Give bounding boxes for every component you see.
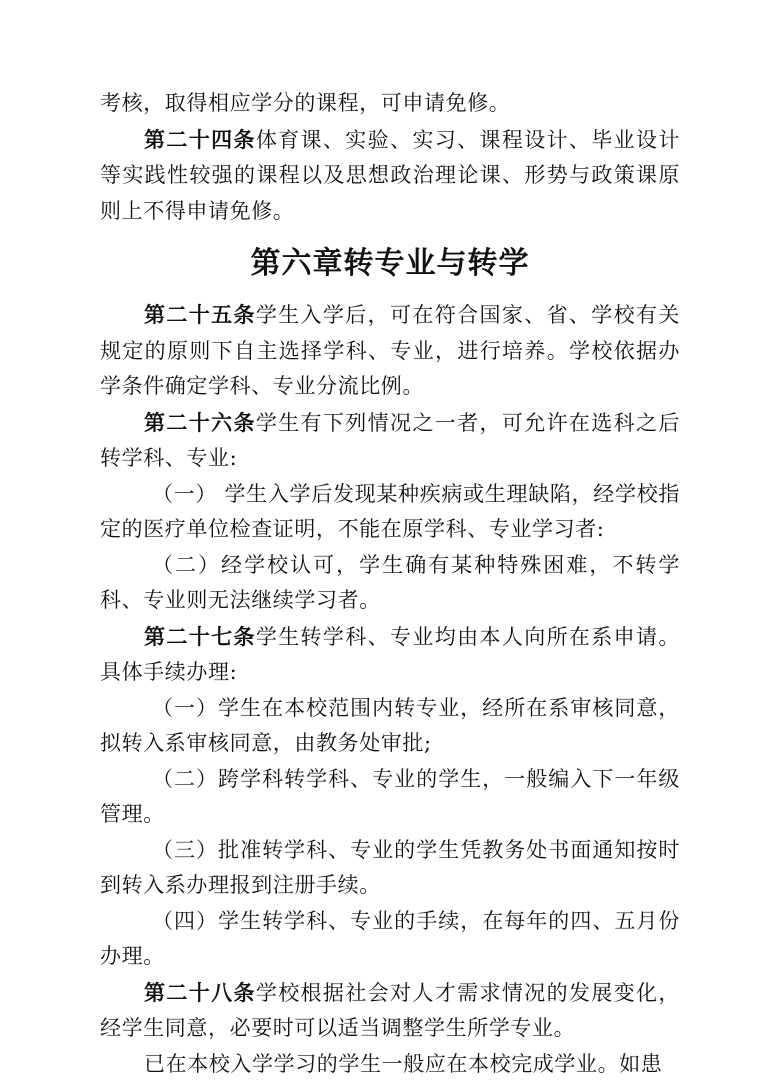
list-item bbox=[100, 762, 680, 833]
list-item-text: （二）跨学科转学科、专业的学生，一般编入下一年级管理。 bbox=[100, 766, 680, 826]
list-item-text: （一）学生在本校范围内转专业，经所在系审核同意，拟转入系审核同意，由教务处审批; bbox=[100, 695, 680, 755]
article-label: 第二十八条 bbox=[144, 979, 256, 1005]
list-item bbox=[100, 904, 680, 975]
document-page bbox=[100, 86, 680, 1082]
article-text: 学生入学后，可在符合国家、省、学校有关规定的原则下自主选择学科、专业，进行培养。学校依据办学条件确定学科、专业分流比例。 bbox=[100, 303, 680, 398]
article-label: 第二十六条 bbox=[144, 409, 256, 435]
list-item bbox=[100, 548, 680, 619]
list-item-text: （四）学生转学科、专业的手续，在每年的四、五月份办理。 bbox=[100, 908, 680, 968]
article-text: 学生转学科、专业均由本人向所在系申请。具体手续办理: bbox=[100, 624, 680, 684]
chapter-title: 第六章转专业与转学 bbox=[250, 246, 530, 281]
list-item-text: （一） 学生入学后发现某种疾病或生理缺陷，经学校指定的医疗单位检查证明，不能在原学科、专业学习者: bbox=[100, 481, 680, 541]
paragraph-text-span: 已在本校入学学习的学生一般应在本校完成学业。如患 bbox=[144, 1051, 663, 1076]
article-24 bbox=[100, 122, 680, 230]
article-text: 学生有下列情况之一者，可允许在选科之后转学科、专业: bbox=[100, 410, 680, 470]
article-25 bbox=[100, 297, 680, 405]
article-27 bbox=[100, 619, 680, 691]
list-item bbox=[100, 477, 680, 548]
list-item bbox=[100, 691, 680, 762]
article-text: 体育课、实验、实习、课程设计、毕业设计等实践性较强的课程以及思想政治理论课、形势与政策课原则上不得申请免修。 bbox=[100, 127, 680, 223]
article-text: 学校根据社会对人才需求情况的发展变化，经学生同意，必要时可以适当调整学生所学专业。 bbox=[100, 980, 680, 1040]
paragraph-text bbox=[100, 1047, 680, 1083]
list-item-text: （二）经学校认可，学生确有某种特殊困难，不转学科、专业则无法继续学习者。 bbox=[100, 552, 680, 612]
article-label: 第二十五条 bbox=[144, 302, 256, 327]
article-26 bbox=[100, 405, 680, 477]
paragraph-text: 考核，取得相应学分的课程，可申请免修。 bbox=[100, 91, 511, 115]
article-label: 第二十七条 bbox=[144, 623, 256, 649]
article-label: 第二十四条 bbox=[144, 126, 256, 152]
article-28 bbox=[100, 975, 680, 1047]
paragraph-continuation bbox=[100, 86, 680, 122]
list-item bbox=[100, 833, 680, 904]
list-item-text: （三）批准转学科、专业的学生凭教务处书面通知按时到转入系办理报到注册手续。 bbox=[100, 837, 680, 897]
